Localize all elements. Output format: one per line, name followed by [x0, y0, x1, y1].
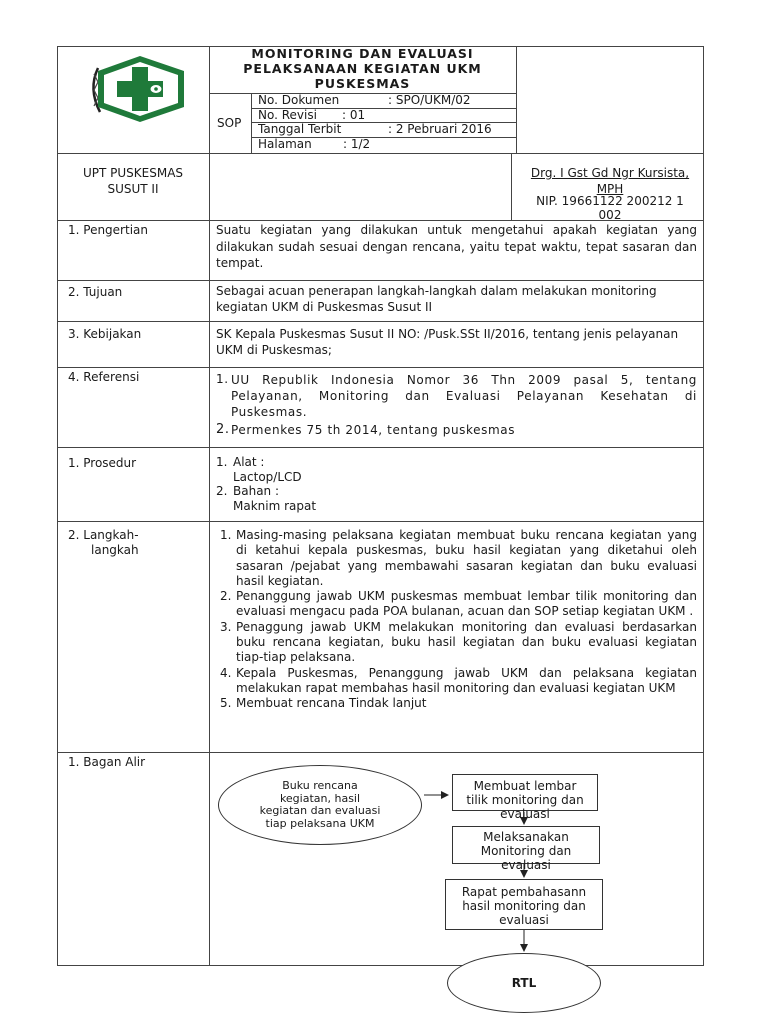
tujuan-text: Sebagai acuan penerapan langkah-langkah dalam melakukan monitoring kegiatan UKM di Puskesmas Susut II	[216, 284, 657, 314]
langkah-item: 3. Penaggung jawab UKM melakukan monitoring dan evaluasi berdasarkan buku rencana kegiatan, buku hasil kegiatan dan buku evaluasi kegiatan tiap-tiap pelaksana.	[220, 619, 697, 665]
section-label-langkah-2: langkah	[91, 543, 139, 557]
section-label-prosedur: 1. Prosedur	[68, 456, 137, 470]
prosedur-item: 1. Alat : Lactop/LCD	[216, 455, 302, 484]
page-label: Halaman	[258, 137, 312, 151]
pengertian-text: Suatu kegiatan yang dilakukan untuk mengetahui apakah kegiatan yang dilakukan sudah sesuai dengan rencana, yaitu tepat waktu, tepat sasaran dan tempat.	[216, 223, 697, 270]
document-title: MONITORING DAN EVALUASI PELAKSANAAN KEGIATAN UKM PUSKESMAS	[243, 46, 482, 91]
doc-number-label: No. Dokumen	[258, 93, 340, 107]
issue-date-label: Tanggal Terbit	[258, 122, 342, 136]
section-label-tujuan: 2. Tujuan	[68, 285, 123, 299]
institution-name: UPT PUSKESMAS SUSUT II	[82, 166, 184, 196]
flow-box-3: Rapat pembahasann hasil monitoring dan evaluasi	[445, 879, 603, 930]
revision-value: : 01	[342, 108, 366, 122]
issue-date-value: : 2 Pebruari 2016	[388, 122, 492, 136]
kebijakan-text: SK Kepala Puskesmas Susut II NO: /Pusk.SSt II/2016, tentang jenis pelayanan UKM di Puskesmas;	[216, 327, 679, 357]
revision-label: No. Revisi	[258, 108, 317, 122]
langkah-item: 5. Membuat rencana Tindak lanjut	[220, 696, 427, 711]
signatory-nip: NIP. 19661122 200212 1 002	[536, 194, 684, 222]
referensi-item: 1. UU Republik Indonesia Nomor 36 Thn 2009 pasal 5, tentang Pelayanan, Monitoring dan Evaluasi Pelayanan Kesehatan di Puskesmas.	[216, 372, 697, 419]
section-label-kebijakan: 3. Kebijakan	[68, 327, 142, 341]
langkah-item: 1. Masing-masing pelaksana kegiatan membuat buku rencana kegiatan yang di ketahui kepala puskesmas, buku hasil kegiatan yang diketahui oleh sasaran /pejabat yang membawahi sasaran kegiatan dan buku evaluasi hasil kegiatan.	[220, 528, 697, 588]
signatory-name: Drg. I Gst Gd Ngr Kursista, MPH	[530, 166, 690, 196]
langkah-item: 4. Kepala Puskesmas, Penanggung jawab UKM dan pelaksana kegiatan melakukan rapat membahas hasil monitoring dan evaluasi kegiatan UKM	[220, 665, 697, 695]
prosedur-item: 2. Bahan : Maknim rapat	[216, 484, 317, 513]
section-label-langkah: 2. Langkah-	[68, 528, 139, 542]
flow-end-ellipse: RTL	[447, 953, 601, 1013]
langkah-item: 2. Penanggung jawab UKM puskesmas membuat lembar tilik monitoring dan evaluasi mengacu pada POA bulanan, acuan dan SOP setiap kegiatan UKM .	[220, 589, 697, 619]
flow-box-1: Membuat lembar tilik monitoring dan evaluasi	[452, 774, 598, 811]
page-value: : 1/2	[343, 137, 371, 151]
doc-number-value: : SPO/UKM/02	[388, 93, 471, 107]
section-label-bagan-alir: 1. Bagan Alir	[68, 755, 146, 769]
flow-box-2: Melaksanakan Monitoring dan evaluasi	[452, 826, 600, 864]
section-label-pengertian: 1. Pengertian	[68, 223, 148, 237]
referensi-item: 2. Permenkes 75 th 2014, tentang puskesmas	[216, 422, 516, 437]
section-label-referensi: 4. Referensi	[68, 370, 140, 384]
sop-label: SOP	[217, 116, 242, 130]
flow-start-ellipse: Buku rencana kegiatan, hasil kegiatan dan evaluasi tiap pelaksana UKM	[218, 765, 422, 845]
